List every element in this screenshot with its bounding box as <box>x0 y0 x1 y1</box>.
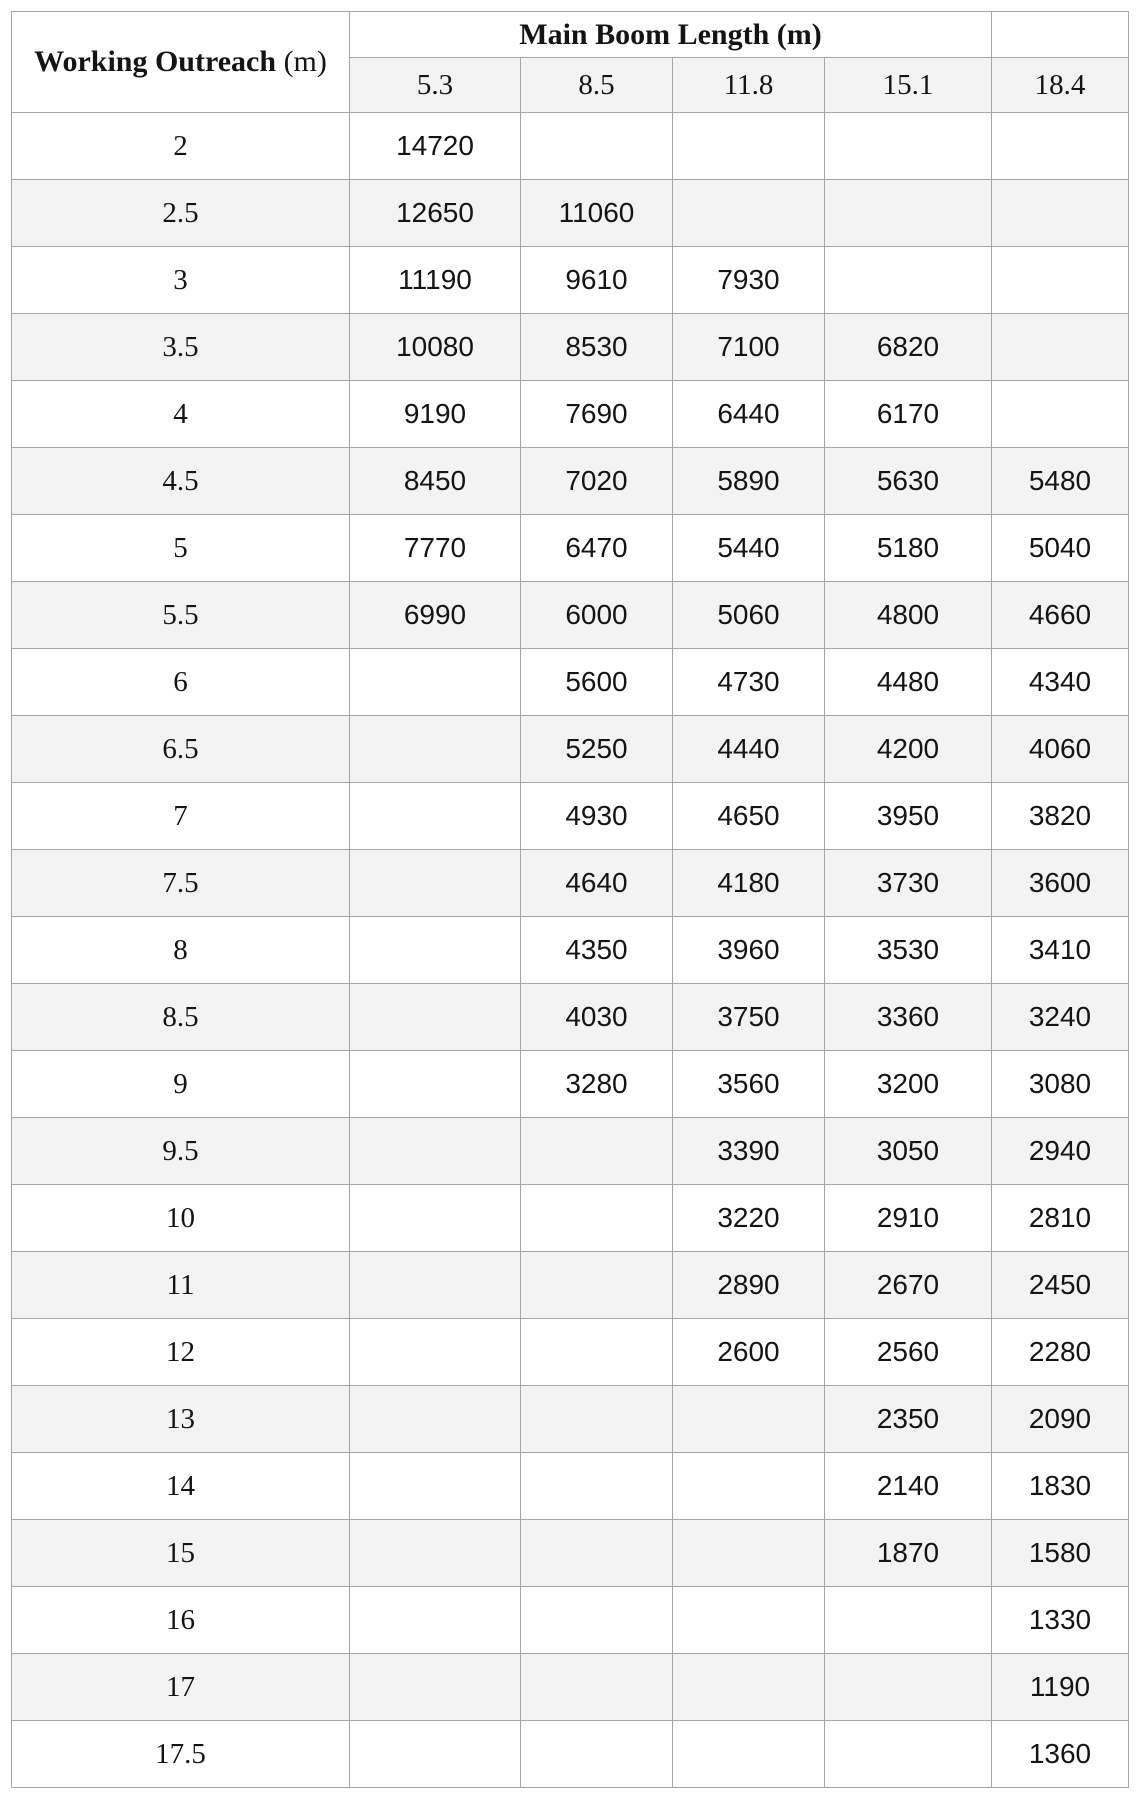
capacity-cell: 3390 <box>673 1118 825 1185</box>
capacity-cell: 2940 <box>992 1118 1129 1185</box>
capacity-cell <box>350 1721 521 1788</box>
capacity-cell: 4350 <box>521 917 673 984</box>
capacity-cell: 3560 <box>673 1051 825 1118</box>
capacity-cell <box>350 783 521 850</box>
capacity-cell <box>350 716 521 783</box>
table-row <box>12 1587 1129 1654</box>
capacity-cell <box>521 1654 673 1721</box>
capacity-cell <box>350 1185 521 1252</box>
working-outreach-header-label: Working Outreach <box>34 45 277 78</box>
outreach-cell: 2 <box>12 113 350 180</box>
capacity-cell: 3950 <box>825 783 992 850</box>
capacity-cell: 9190 <box>350 381 521 448</box>
capacity-cell: 8530 <box>521 314 673 381</box>
capacity-cell <box>992 247 1129 314</box>
capacity-cell <box>825 1654 992 1721</box>
capacity-cell: 3960 <box>673 917 825 984</box>
table-row <box>12 783 1129 850</box>
capacity-cell: 2600 <box>673 1319 825 1386</box>
outreach-cell: 6 <box>12 649 350 716</box>
capacity-cell <box>350 850 521 917</box>
capacity-cell: 6470 <box>521 515 673 582</box>
header-row-1 <box>12 12 1129 58</box>
empty-header-cell <box>992 12 1129 58</box>
capacity-cell: 3050 <box>825 1118 992 1185</box>
capacity-cell <box>521 1185 673 1252</box>
capacity-cell: 10080 <box>350 314 521 381</box>
capacity-cell: 6000 <box>521 582 673 649</box>
capacity-cell <box>350 649 521 716</box>
outreach-cell: 17 <box>12 1654 350 1721</box>
outreach-cell: 9 <box>12 1051 350 1118</box>
table-row <box>12 1721 1129 1788</box>
capacity-cell: 5890 <box>673 448 825 515</box>
capacity-cell: 7020 <box>521 448 673 515</box>
capacity-cell <box>350 1051 521 1118</box>
capacity-cell: 11190 <box>350 247 521 314</box>
capacity-cell: 3240 <box>992 984 1129 1051</box>
capacity-cell: 7930 <box>673 247 825 314</box>
table-row <box>12 917 1129 984</box>
capacity-cell <box>521 1118 673 1185</box>
capacity-cell: 5060 <box>673 582 825 649</box>
table-row <box>12 1386 1129 1453</box>
capacity-cell: 3750 <box>673 984 825 1051</box>
capacity-cell: 2350 <box>825 1386 992 1453</box>
capacity-cell: 3730 <box>825 850 992 917</box>
outreach-cell: 3.5 <box>12 314 350 381</box>
table-row <box>12 1453 1129 1520</box>
capacity-cell: 4640 <box>521 850 673 917</box>
capacity-cell: 4440 <box>673 716 825 783</box>
outreach-cell: 10 <box>12 1185 350 1252</box>
capacity-cell: 5600 <box>521 649 673 716</box>
capacity-cell: 4060 <box>992 716 1129 783</box>
capacity-cell: 4650 <box>673 783 825 850</box>
boom-length-column-header: 8.5 <box>521 58 673 113</box>
capacity-cell: 3200 <box>825 1051 992 1118</box>
capacity-cell: 7100 <box>673 314 825 381</box>
capacity-cell: 1360 <box>992 1721 1129 1788</box>
capacity-cell: 5630 <box>825 448 992 515</box>
main-boom-length-header: Main Boom Length (m) <box>350 12 992 58</box>
table-row <box>12 850 1129 917</box>
table-row <box>12 1051 1129 1118</box>
capacity-cell <box>350 1319 521 1386</box>
outreach-cell: 9.5 <box>12 1118 350 1185</box>
capacity-cell <box>350 1118 521 1185</box>
capacity-cell <box>521 1319 673 1386</box>
capacity-cell: 2090 <box>992 1386 1129 1453</box>
capacity-cell: 12650 <box>350 180 521 247</box>
capacity-cell: 3410 <box>992 917 1129 984</box>
capacity-cell: 5040 <box>992 515 1129 582</box>
capacity-cell <box>673 1453 825 1520</box>
table-row <box>12 515 1129 582</box>
capacity-cell: 7770 <box>350 515 521 582</box>
capacity-cell <box>350 1587 521 1654</box>
table-row <box>12 113 1129 180</box>
capacity-cell: 14720 <box>350 113 521 180</box>
capacity-cell <box>521 1453 673 1520</box>
capacity-cell: 8450 <box>350 448 521 515</box>
capacity-cell: 4660 <box>992 582 1129 649</box>
capacity-cell: 3360 <box>825 984 992 1051</box>
capacity-cell <box>673 113 825 180</box>
capacity-cell <box>992 113 1129 180</box>
capacity-cell: 4200 <box>825 716 992 783</box>
boom-length-column-header: 15.1 <box>825 58 992 113</box>
capacity-cell: 9610 <box>521 247 673 314</box>
outreach-cell: 3 <box>12 247 350 314</box>
boom-length-column-header: 18.4 <box>992 58 1129 113</box>
capacity-cell <box>825 247 992 314</box>
capacity-cell: 3530 <box>825 917 992 984</box>
table-row <box>12 984 1129 1051</box>
load-capacity-table <box>11 11 1129 1788</box>
capacity-cell: 1330 <box>992 1587 1129 1654</box>
outreach-cell: 5 <box>12 515 350 582</box>
outreach-cell: 11 <box>12 1252 350 1319</box>
capacity-cell: 6440 <box>673 381 825 448</box>
capacity-cell: 3820 <box>992 783 1129 850</box>
capacity-cell <box>673 1654 825 1721</box>
outreach-cell: 5.5 <box>12 582 350 649</box>
working-outreach-header <box>12 12 350 113</box>
capacity-cell: 2890 <box>673 1252 825 1319</box>
working-outreach-header-unit: (m) <box>276 45 327 78</box>
capacity-cell: 1580 <box>992 1520 1129 1587</box>
capacity-cell <box>350 1520 521 1587</box>
capacity-cell: 5480 <box>992 448 1129 515</box>
table-row <box>12 247 1129 314</box>
outreach-cell: 14 <box>12 1453 350 1520</box>
table-row <box>12 1520 1129 1587</box>
capacity-cell: 2670 <box>825 1252 992 1319</box>
table-row <box>12 381 1129 448</box>
table-row <box>12 582 1129 649</box>
outreach-cell: 13 <box>12 1386 350 1453</box>
capacity-cell <box>521 113 673 180</box>
capacity-cell <box>673 1520 825 1587</box>
capacity-cell: 1830 <box>992 1453 1129 1520</box>
capacity-cell: 2910 <box>825 1185 992 1252</box>
table-row <box>12 180 1129 247</box>
capacity-cell <box>350 1252 521 1319</box>
outreach-cell: 15 <box>12 1520 350 1587</box>
capacity-cell <box>521 1386 673 1453</box>
capacity-cell: 5250 <box>521 716 673 783</box>
capacity-cell: 4800 <box>825 582 992 649</box>
capacity-cell <box>350 1654 521 1721</box>
table-row <box>12 1118 1129 1185</box>
capacity-cell: 2280 <box>992 1319 1129 1386</box>
capacity-cell <box>992 381 1129 448</box>
capacity-cell <box>673 180 825 247</box>
table-row <box>12 649 1129 716</box>
capacity-cell <box>673 1721 825 1788</box>
outreach-cell: 16 <box>12 1587 350 1654</box>
outreach-cell: 4 <box>12 381 350 448</box>
table-row <box>12 448 1129 515</box>
capacity-cell: 3220 <box>673 1185 825 1252</box>
table-row <box>12 1654 1129 1721</box>
table-row <box>12 314 1129 381</box>
table-row <box>12 1185 1129 1252</box>
capacity-cell: 4930 <box>521 783 673 850</box>
capacity-cell <box>521 1520 673 1587</box>
capacity-cell <box>350 1453 521 1520</box>
capacity-cell: 2450 <box>992 1252 1129 1319</box>
outreach-cell: 8.5 <box>12 984 350 1051</box>
capacity-cell: 2560 <box>825 1319 992 1386</box>
capacity-cell: 4730 <box>673 649 825 716</box>
capacity-cell <box>521 1252 673 1319</box>
capacity-cell: 3600 <box>992 850 1129 917</box>
capacity-cell <box>521 1721 673 1788</box>
capacity-cell: 3280 <box>521 1051 673 1118</box>
capacity-cell <box>350 984 521 1051</box>
table-header <box>12 12 1129 113</box>
capacity-cell: 4030 <box>521 984 673 1051</box>
capacity-cell: 4480 <box>825 649 992 716</box>
capacity-cell: 5440 <box>673 515 825 582</box>
capacity-cell <box>673 1386 825 1453</box>
outreach-cell: 17.5 <box>12 1721 350 1788</box>
capacity-cell: 1190 <box>992 1654 1129 1721</box>
outreach-cell: 6.5 <box>12 716 350 783</box>
outreach-cell: 7.5 <box>12 850 350 917</box>
capacity-cell <box>825 180 992 247</box>
capacity-cell <box>825 113 992 180</box>
boom-length-column-header: 5.3 <box>350 58 521 113</box>
capacity-cell: 4180 <box>673 850 825 917</box>
capacity-cell <box>521 1587 673 1654</box>
capacity-cell: 6990 <box>350 582 521 649</box>
capacity-cell <box>992 314 1129 381</box>
capacity-cell: 2810 <box>992 1185 1129 1252</box>
outreach-cell: 12 <box>12 1319 350 1386</box>
table-row <box>12 716 1129 783</box>
outreach-cell: 2.5 <box>12 180 350 247</box>
capacity-cell <box>350 1386 521 1453</box>
table-body <box>12 113 1129 1788</box>
table-row <box>12 1319 1129 1386</box>
capacity-cell: 1870 <box>825 1520 992 1587</box>
capacity-cell <box>992 180 1129 247</box>
capacity-cell <box>673 1587 825 1654</box>
capacity-cell: 3080 <box>992 1051 1129 1118</box>
capacity-cell <box>825 1721 992 1788</box>
table-row <box>12 1252 1129 1319</box>
capacity-cell: 6820 <box>825 314 992 381</box>
capacity-cell: 2140 <box>825 1453 992 1520</box>
capacity-cell <box>350 917 521 984</box>
capacity-cell: 6170 <box>825 381 992 448</box>
boom-length-column-header: 11.8 <box>673 58 825 113</box>
capacity-cell: 11060 <box>521 180 673 247</box>
outreach-cell: 7 <box>12 783 350 850</box>
capacity-cell <box>825 1587 992 1654</box>
capacity-cell: 4340 <box>992 649 1129 716</box>
capacity-cell: 5180 <box>825 515 992 582</box>
outreach-cell: 4.5 <box>12 448 350 515</box>
outreach-cell: 8 <box>12 917 350 984</box>
capacity-cell: 7690 <box>521 381 673 448</box>
